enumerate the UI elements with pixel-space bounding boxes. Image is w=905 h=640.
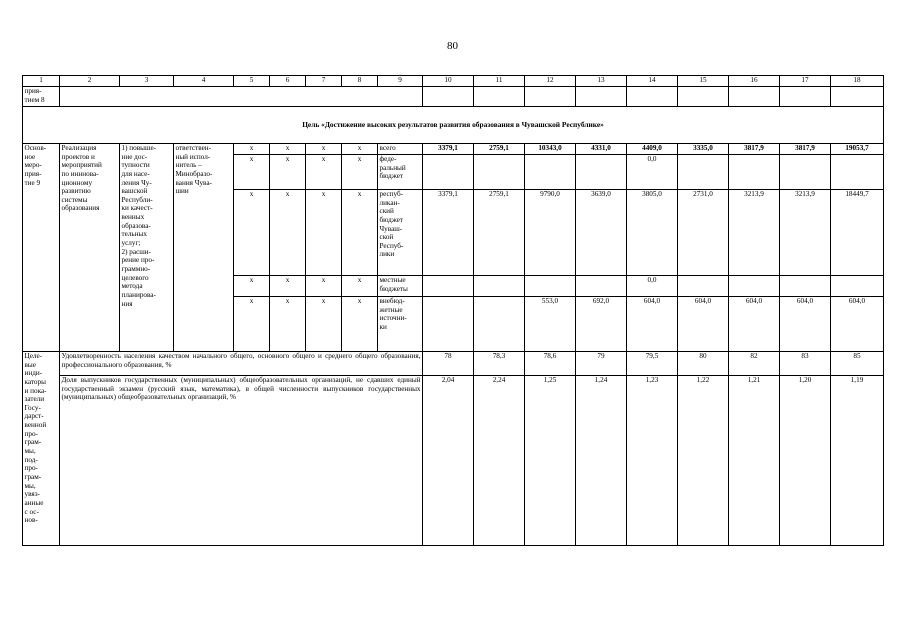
column-number-row (23, 76, 884, 87)
indicator-value: 1,25 (525, 376, 576, 546)
budget-value: 9790,0 (525, 190, 576, 276)
code-cell: x (306, 144, 342, 155)
empty-cell (831, 87, 884, 107)
indicators-label: Целе- вые инди- каторы и пока- затели Госу- дарст- венной про- грам- мы, под- про- грам- мы, увяз- анные с ос- нов- (23, 352, 60, 546)
column-number: 8 (342, 76, 378, 87)
event-col3: 1) повыше- ние дос- тупности для насе- ления Чу- вашской Республи- ки качест- венных образова- тельных услуг; 2) расши- рение про- граммно- целевого метода планирова- ния (120, 144, 174, 352)
budget-value (729, 276, 780, 297)
indicator-value: 79 (576, 352, 627, 376)
funding-source: всего (378, 144, 423, 155)
indicator-row (23, 352, 884, 376)
column-number: 13 (576, 76, 627, 87)
budget-value (831, 276, 884, 297)
indicator-value: 79,5 (627, 352, 678, 376)
budget-value (678, 276, 729, 297)
indicator-value: 85 (831, 352, 884, 376)
budget-value: 604,0 (729, 297, 780, 352)
column-number: 4 (174, 76, 234, 87)
empty-cell (780, 87, 831, 107)
indicator-value: 1,24 (576, 376, 627, 546)
budget-value: 4409,0 (627, 144, 678, 155)
budget-value (678, 155, 729, 190)
column-number: 5 (234, 76, 270, 87)
indicator-value: 78,6 (525, 352, 576, 376)
code-cell: x (270, 144, 306, 155)
budget-value: 2759,1 (474, 190, 525, 276)
column-number: 9 (378, 76, 423, 87)
budget-value: 604,0 (780, 297, 831, 352)
budget-value: 2731,0 (678, 190, 729, 276)
indicator-value: 2,04 (423, 376, 474, 546)
code-cell: x (234, 297, 270, 352)
program-table (22, 75, 884, 546)
funding-source: внебюд- жетные источни- ки (378, 297, 423, 352)
budget-value (729, 155, 780, 190)
budget-value (576, 155, 627, 190)
code-cell: x (270, 297, 306, 352)
code-cell: x (234, 276, 270, 297)
event-col1: Основ- ное меро- прия- тие 9 (23, 144, 60, 352)
code-cell: x (306, 155, 342, 190)
code-cell: x (342, 190, 378, 276)
previous-event-label: прия- тием 8 (23, 87, 60, 107)
empty-cell (678, 87, 729, 107)
code-cell: x (342, 155, 378, 190)
empty-cell (474, 87, 525, 107)
empty-cell (729, 87, 780, 107)
indicator-value: 83 (780, 352, 831, 376)
budget-value (831, 155, 884, 190)
code-cell: x (342, 297, 378, 352)
column-number: 6 (270, 76, 306, 87)
budget-value: 3379,1 (423, 144, 474, 155)
funding-source: респуб- ликан- ский бюджет Чуваш- ской Респуб- лики (378, 190, 423, 276)
column-number: 16 (729, 76, 780, 87)
funding-source: местные бюджеты (378, 276, 423, 297)
budget-value: 0,0 (627, 276, 678, 297)
budget-value (423, 276, 474, 297)
budget-value: 19053,7 (831, 144, 884, 155)
budget-value: 3335,0 (678, 144, 729, 155)
column-number: 12 (525, 76, 576, 87)
column-number: 15 (678, 76, 729, 87)
budget-value (423, 155, 474, 190)
budget-value (780, 276, 831, 297)
column-number: 3 (120, 76, 174, 87)
budget-value: 604,0 (627, 297, 678, 352)
code-cell: x (306, 276, 342, 297)
indicator-value: 1,21 (729, 376, 780, 546)
budget-value (474, 155, 525, 190)
indicator-text: Удовлетворенность населения качеством начального общего, основного общего и среднего общего образования, профессионального образования, % (60, 352, 423, 376)
funding-source: феде- ральный бюджет (378, 155, 423, 190)
empty-cell (423, 87, 474, 107)
budget-value: 4331,0 (576, 144, 627, 155)
indicator-row (23, 376, 884, 546)
budget-value: 10343,0 (525, 144, 576, 155)
budget-value: 3379,1 (423, 190, 474, 276)
budget-value: 2759,1 (474, 144, 525, 155)
budget-value (525, 276, 576, 297)
budget-value: 3213,9 (780, 190, 831, 276)
code-cell: x (270, 155, 306, 190)
column-number: 18 (831, 76, 884, 87)
code-cell: x (234, 190, 270, 276)
column-number: 14 (627, 76, 678, 87)
indicator-value: 82 (729, 352, 780, 376)
budget-row (23, 144, 884, 155)
indicator-value: 1,23 (627, 376, 678, 546)
column-number: 17 (780, 76, 831, 87)
budget-value: 604,0 (678, 297, 729, 352)
goal-title: Цель «Достижение высоких результатов развития образования в Чувашской Республике» (23, 107, 884, 144)
budget-value: 604,0 (831, 297, 884, 352)
indicator-value: 78 (423, 352, 474, 376)
budget-value: 3639,0 (576, 190, 627, 276)
code-cell: x (306, 190, 342, 276)
column-number: 2 (60, 76, 120, 87)
indicator-text: Доля выпускников государственных (муниципальных) общеобразовательных организаций, не сдавших единый государственный экзамен (русский язык, математика), в общей численности выпускников государственных (муниципальных) общеобразовательных организаций, % (60, 376, 423, 546)
budget-value (576, 276, 627, 297)
budget-value (474, 276, 525, 297)
budget-value (474, 297, 525, 352)
program-table-container (22, 75, 884, 577)
code-cell: x (342, 144, 378, 155)
code-cell: x (234, 155, 270, 190)
indicator-value: 1,22 (678, 376, 729, 546)
budget-value: 3805,0 (627, 190, 678, 276)
column-number: 10 (423, 76, 474, 87)
budget-value: 18449,7 (831, 190, 884, 276)
event-col4: ответствен- ный испол- нитель – Минобразо- вания Чува- шии (174, 144, 234, 352)
empty-cell (525, 87, 576, 107)
indicator-value: 1,19 (831, 376, 884, 546)
budget-value: 692,0 (576, 297, 627, 352)
code-cell: x (306, 297, 342, 352)
indicator-value: 2,24 (474, 376, 525, 546)
budget-value (423, 297, 474, 352)
budget-value: 3817,9 (780, 144, 831, 155)
code-cell: x (270, 190, 306, 276)
budget-value: 3817,9 (729, 144, 780, 155)
column-number: 11 (474, 76, 525, 87)
goal-row (23, 107, 884, 144)
code-cell: x (270, 276, 306, 297)
empty-cell (576, 87, 627, 107)
code-cell: x (234, 144, 270, 155)
column-number: 7 (306, 76, 342, 87)
column-number: 1 (23, 76, 60, 87)
empty-cell (60, 87, 423, 107)
indicator-value: 80 (678, 352, 729, 376)
indicator-value: 78,3 (474, 352, 525, 376)
budget-value (525, 155, 576, 190)
indicator-value: 1,20 (780, 376, 831, 546)
budget-value (780, 155, 831, 190)
page-number: 80 (447, 40, 458, 52)
empty-cell (627, 87, 678, 107)
budget-value: 0,0 (627, 155, 678, 190)
previous-event-continuation-row (23, 87, 884, 107)
budget-value: 553,0 (525, 297, 576, 352)
code-cell: x (342, 276, 378, 297)
budget-value: 3213,9 (729, 190, 780, 276)
event-col2: Реализация проектов и мероприятий по инннова- ционному развитию системы образования (60, 144, 120, 352)
